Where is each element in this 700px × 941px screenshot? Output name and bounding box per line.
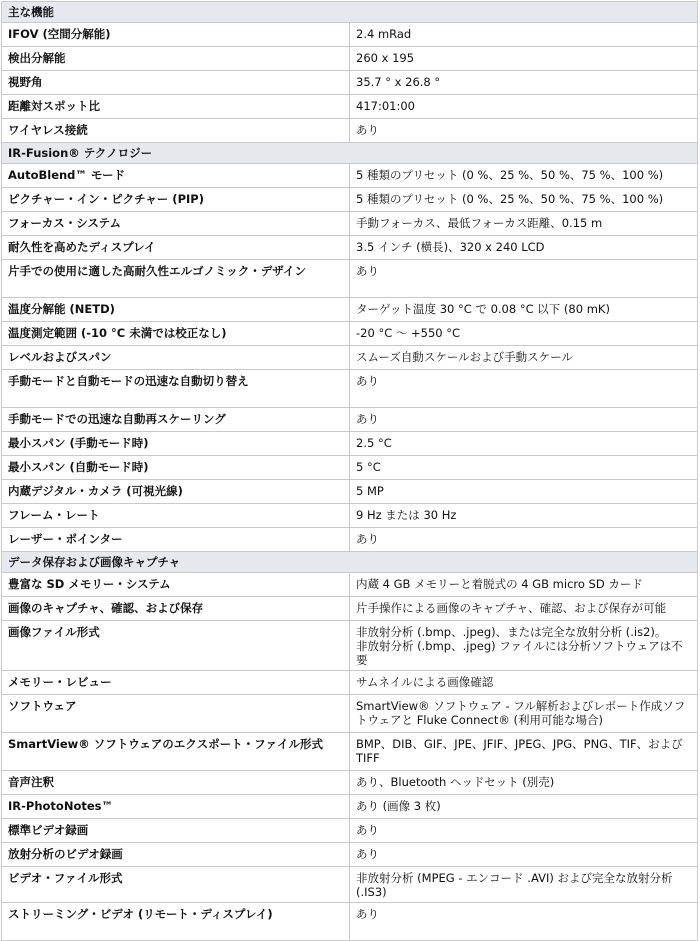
spec-label: SmartView® ソフトウェアのエクスポート・ファイル形式	[2, 733, 350, 771]
spec-label: 耐久性を高めたディスプレイ	[2, 236, 350, 260]
spec-row	[2, 346, 698, 370]
section-header-row	[2, 2, 698, 23]
spec-label: ピクチャー・イン・ピクチャー (PIP)	[2, 188, 350, 212]
spec-row	[2, 322, 698, 346]
spec-label: 画像ファイル形式	[2, 621, 350, 671]
spec-row	[2, 260, 698, 298]
spec-label: 視野角	[2, 71, 350, 95]
spec-value: 9 Hz または 30 Hz	[350, 504, 698, 528]
spec-label: 距離対スポット比	[2, 95, 350, 119]
spec-label: AutoBlend™ モード	[2, 164, 350, 188]
spec-row	[2, 119, 698, 143]
spec-row	[2, 621, 698, 671]
spec-label: レベルおよびスパン	[2, 346, 350, 370]
section-title: データ保存および画像キャプチャ	[2, 552, 698, 573]
spec-row	[2, 480, 698, 504]
spec-row	[2, 71, 698, 95]
spec-row	[2, 298, 698, 322]
spec-row	[2, 867, 698, 903]
spec-label: 最小スパン (自動モード時)	[2, 456, 350, 480]
spec-value: あり	[350, 408, 698, 432]
spec-label: 放射分析のビデオ録画	[2, 843, 350, 867]
spec-row	[2, 432, 698, 456]
spec-value: あり、Bluetooth ヘッドセット (別売)	[350, 771, 698, 795]
spec-row	[2, 23, 698, 47]
spec-value: -20 °C ～ +550 °C	[350, 322, 698, 346]
spec-row	[2, 188, 698, 212]
spec-value: あり	[350, 119, 698, 143]
spec-row	[2, 903, 698, 941]
spec-value: あり (画像 3 枚)	[350, 795, 698, 819]
spec-value: 5 °C	[350, 456, 698, 480]
spec-label: IR-PhotoNotes™	[2, 795, 350, 819]
spec-row	[2, 771, 698, 795]
spec-row	[2, 212, 698, 236]
spec-label: フォーカス・システム	[2, 212, 350, 236]
spec-value: 5 MP	[350, 480, 698, 504]
spec-label: 標準ビデオ録画	[2, 819, 350, 843]
spec-row	[2, 843, 698, 867]
section-header-row	[2, 552, 698, 573]
spec-label: 温度測定範囲 (-10 °C 未満では校正なし)	[2, 322, 350, 346]
spec-value: あり	[350, 903, 698, 941]
spec-value: ターゲット温度 30 °C で 0.08 °C 以下 (80 mK)	[350, 298, 698, 322]
spec-row	[2, 597, 698, 621]
spec-value: 手動フォーカス、最低フォーカス距離、0.15 m	[350, 212, 698, 236]
spec-label: メモリー・レビュー	[2, 671, 350, 695]
spec-row	[2, 819, 698, 843]
spec-label: 検出分解能	[2, 47, 350, 71]
spec-row	[2, 370, 698, 408]
spec-row	[2, 733, 698, 771]
spec-row	[2, 47, 698, 71]
spec-value: あり	[350, 260, 698, 298]
spec-value: あり	[350, 370, 698, 408]
spec-label: ソフトウェア	[2, 695, 350, 733]
spec-value: 35.7 ° x 26.8 °	[350, 71, 698, 95]
spec-label: 片手での使用に適した高耐久性エルゴノミック・デザイン	[2, 260, 350, 298]
spec-label: 音声注釈	[2, 771, 350, 795]
spec-value: 5 種類のプリセット (0 %、25 %、50 %、75 %、100 %)	[350, 164, 698, 188]
spec-value: 内蔵 4 GB メモリーと着脱式の 4 GB micro SD カード	[350, 573, 698, 597]
spec-label: 最小スパン (手動モード時)	[2, 432, 350, 456]
section-title: 主な機能	[2, 2, 698, 23]
spec-label: 画像のキャプチャ、確認、および保存	[2, 597, 350, 621]
spec-value: スムーズ自動スケールおよび手動スケール	[350, 346, 698, 370]
spec-value: あり	[350, 843, 698, 867]
spec-label: ビデオ・ファイル形式	[2, 867, 350, 903]
spec-row	[2, 528, 698, 552]
spec-table	[1, 1, 698, 941]
spec-value: 417:01:00	[350, 95, 698, 119]
spec-value: 260 x 195	[350, 47, 698, 71]
spec-value: 2.4 mRad	[350, 23, 698, 47]
spec-label: 豊富な SD メモリー・システム	[2, 573, 350, 597]
spec-row	[2, 164, 698, 188]
spec-value: あり	[350, 819, 698, 843]
spec-row	[2, 236, 698, 260]
spec-row	[2, 408, 698, 432]
section-title: IR-Fusion® テクノロジー	[2, 143, 698, 164]
spec-value: サムネイルによる画像確認	[350, 671, 698, 695]
spec-row	[2, 695, 698, 733]
spec-label: 手動モードと自動モードの迅速な自動切り替え	[2, 370, 350, 408]
spec-label: レーザー・ポインター	[2, 528, 350, 552]
spec-value: あり	[350, 528, 698, 552]
spec-value: 非放射分析 (MPEG - エンコード .AVI) および完全な放射分析 (.IS3)	[350, 867, 698, 903]
spec-label: 内蔵デジタル・カメラ (可視光線)	[2, 480, 350, 504]
spec-value: 片手操作による画像のキャプチャ、確認、および保存が可能	[350, 597, 698, 621]
spec-value: BMP、DIB、GIF、JPE、JFIF、JPEG、JPG、PNG、TIF、および TIFF	[350, 733, 698, 771]
spec-row	[2, 95, 698, 119]
spec-table-body	[2, 2, 698, 941]
spec-label: フレーム・レート	[2, 504, 350, 528]
spec-value: SmartView® ソフトウェア - フル解析およびレポート作成ソフトウェアと Fluke Connect® (利用可能な場合)	[350, 695, 698, 733]
spec-row	[2, 671, 698, 695]
spec-value: 3.5 インチ (横長)、320 x 240 LCD	[350, 236, 698, 260]
section-header-row	[2, 143, 698, 164]
spec-label: ストリーミング・ビデオ (リモート・ディスプレイ)	[2, 903, 350, 941]
spec-value: 2.5 °C	[350, 432, 698, 456]
spec-row	[2, 504, 698, 528]
spec-label: ワイヤレス接続	[2, 119, 350, 143]
spec-row	[2, 573, 698, 597]
spec-row	[2, 795, 698, 819]
spec-value: 非放射分析 (.bmp、.jpeg)、または完全な放射分析 (.is2)。 非放射分析 (.bmp、.jpeg) ファイルには分析ソフトウェアは不要	[350, 621, 698, 671]
spec-label: IFOV (空間分解能)	[2, 23, 350, 47]
spec-label: 手動モードでの迅速な自動再スケーリング	[2, 408, 350, 432]
spec-label: 温度分解能 (NETD)	[2, 298, 350, 322]
spec-row	[2, 456, 698, 480]
spec-value: 5 種類のプリセット (0 %、25 %、50 %、75 %、100 %)	[350, 188, 698, 212]
